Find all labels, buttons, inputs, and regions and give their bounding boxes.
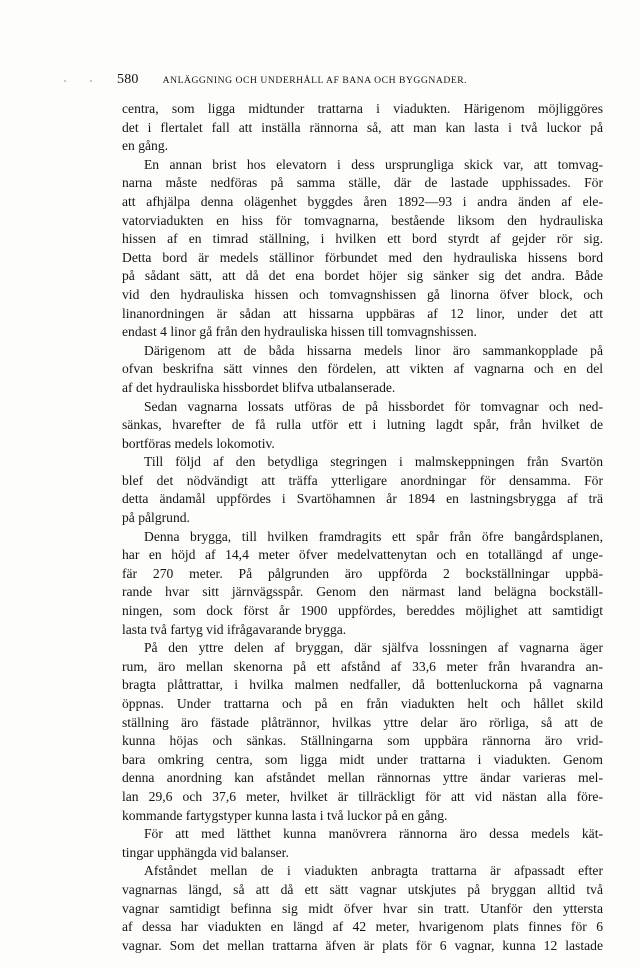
paragraph: [122, 528, 603, 640]
page-header: [117, 72, 607, 92]
text-line: Till följd af den betydliga stegringen i malmskeppningen från Svartön: [144, 454, 603, 470]
text-line: tingar upphängda vid balanser.: [122, 844, 289, 860]
text-line: bragta plåttrattar, i hvilka malmen nedfaller, då bottenluckorna på vagnarna: [122, 677, 603, 693]
paragraph: [122, 156, 603, 342]
paragraph: [122, 398, 603, 454]
text-line: På den yttre delen af bryggan, där själfva lossningen af vagnarna äger: [144, 640, 603, 656]
text-line: För att med lätthet kunna manövrera rännorna äro dessa medels kät-: [144, 826, 603, 842]
text-line: lasta två fartyg vid ifrågavarande brygga.: [122, 621, 347, 637]
text-line: vagnar samtidigt befinna sig midt öfver hvar sin tratt. Utanför den yttersta: [122, 900, 603, 916]
text-line: sänkas, hvarefter de få rulla utför ett i lutning lagdt spår, från hvilket de: [122, 417, 603, 433]
paragraph: [122, 100, 603, 156]
text-line: hissen af en timrad ställning, i hvilken ett bord styrdt af gejder rör sig.: [122, 231, 603, 247]
text-line: vatorviadukten en hiss för tomvagnarna, bestående liksom den hydrauliska: [122, 212, 603, 228]
text-line: att afhjälpa denna olägenhet byggdes åren 1892—93 i andra änden af ele-: [122, 193, 603, 209]
text-line: Därigenom att de båda hissarna medels linor äro sammankopplade på: [144, 342, 603, 358]
text-line: ningen, som dock först år 1900 uppfördes, bereddes möjlighet att samtidigt: [122, 603, 603, 619]
speck-mark: [90, 80, 92, 82]
text-line: Afståndet mellan de i viadukten anbragta trattarna är afpassadt efter: [144, 863, 603, 879]
text-line: centra, som ligga midtunder trattarna i viadukten. Härigenom möjliggöres: [122, 101, 603, 116]
text-line: rande hvar sitt järnvägsspår. Genom den närmast land belägna bockställ-: [122, 584, 603, 600]
paragraph: [122, 639, 603, 825]
text-line: det i flertalet fall att inställa rännorna så, att man kan lasta i två luckor på: [122, 119, 603, 135]
text-line: en gång.: [122, 138, 169, 154]
text-line: vid den hydrauliska hissen och tomvagnshissen gå linorna öfver block, och: [122, 286, 603, 302]
text-line: ställning äro fästade plåtrännor, hvilkas yttre delar äro rörliga, så att de: [122, 714, 603, 730]
text-line: denna anordning kan afståndet mellan rännornas yttre ändar varieras mel-: [122, 770, 603, 786]
text-line: vagnarnas längd, så att då ett sätt vagnar utskjutes på bryggan alltid två: [122, 881, 603, 897]
body-text: [122, 100, 603, 955]
text-line: linanordningen är sådan att hissarna uppbäras af 12 linor, under det att: [122, 305, 603, 321]
text-line: rum, äro mellan skenorna på ett afstånd af 33,6 meter från hvarandra an-: [122, 658, 603, 674]
text-line: fär 270 meter. På pålgrunden äro uppförda 2 bockställningar uppbä-: [122, 565, 603, 581]
text-line: lan 29,6 och 37,6 meter, hvilket är tillräckligt för att vid nästan alla före-: [122, 788, 603, 804]
text-line: narna måste nedföras på samma ställe, där de lastade upphissades. För: [122, 175, 603, 191]
text-line: har en höjd af 14,4 meter öfver medelvattenytan och en totallängd af unge-: [122, 547, 603, 563]
text-line: Denna brygga, till hvilken framdragits ett spår från öfre bangårdsplanen,: [144, 528, 603, 544]
text-line: Detta bord är medels ställinor förbundet med den hydrauliska hissens bord: [122, 249, 603, 265]
text-line: af dessa har viadukten en längd af 42 meter, hvarigenom plats finnes för 6: [122, 919, 603, 935]
text-line: på sådant sätt, att då det ena bordet höjer sig sänker sig det andra. Både: [122, 268, 603, 284]
text-line: bara omkring centra, som ligga midt under trattarna i viadukten. Genom: [122, 751, 603, 767]
text-line: öppnas. Under trattarna och på en från viadukten helt och hållet skild: [122, 696, 603, 711]
paragraph: [122, 342, 603, 398]
text-line: blef det nödvändigt att träffa ytterligare anordningar för densamma. För: [122, 472, 603, 488]
paragraph: [122, 825, 603, 862]
speck-mark: [64, 80, 66, 82]
paragraph: [122, 453, 603, 527]
text-line: på pålgrund.: [122, 510, 190, 526]
page-number: 580: [117, 72, 139, 87]
text-line: Sedan vagnarna lossats utföras de på hissbordet för tomvagnar och ned-: [144, 398, 603, 414]
running-title: ANLÄGGNING OCH UNDERHÅLL AF BANA OCH BYGGNADER.: [162, 75, 468, 86]
text-line: kommande fartygstyper kunna lasta i två luckor på en gång.: [122, 807, 448, 823]
paragraph: [122, 862, 603, 955]
text-line: bortföras medels lokomotiv.: [122, 435, 275, 451]
text-line: af det hydrauliska hissbordet blifva utbalanserade.: [122, 379, 396, 395]
text-line: kunna höjas och sänkas. Ställningarna som uppbära rännorna äro vrid-: [122, 733, 603, 749]
text-line: En annan brist hos elevatorn i dess ursprungliga skick var, att tomvag-: [144, 156, 603, 172]
text-line: detta ändamål uppfördes i Svartöhamnen år 1894 en lastningsbrygga af trä: [122, 491, 603, 507]
text-line: ofvan beskrifna sätt vinnes den fördelen, att vikten af vagnarna och en del: [122, 361, 603, 377]
text-line: endast 4 linor gå från den hydrauliska hissen till tomvagnshissen.: [122, 324, 477, 340]
text-line: vagnar. Som det mellan trattarna äfven är plats för 6 vagnar, kunna 12 lastade: [122, 937, 603, 953]
